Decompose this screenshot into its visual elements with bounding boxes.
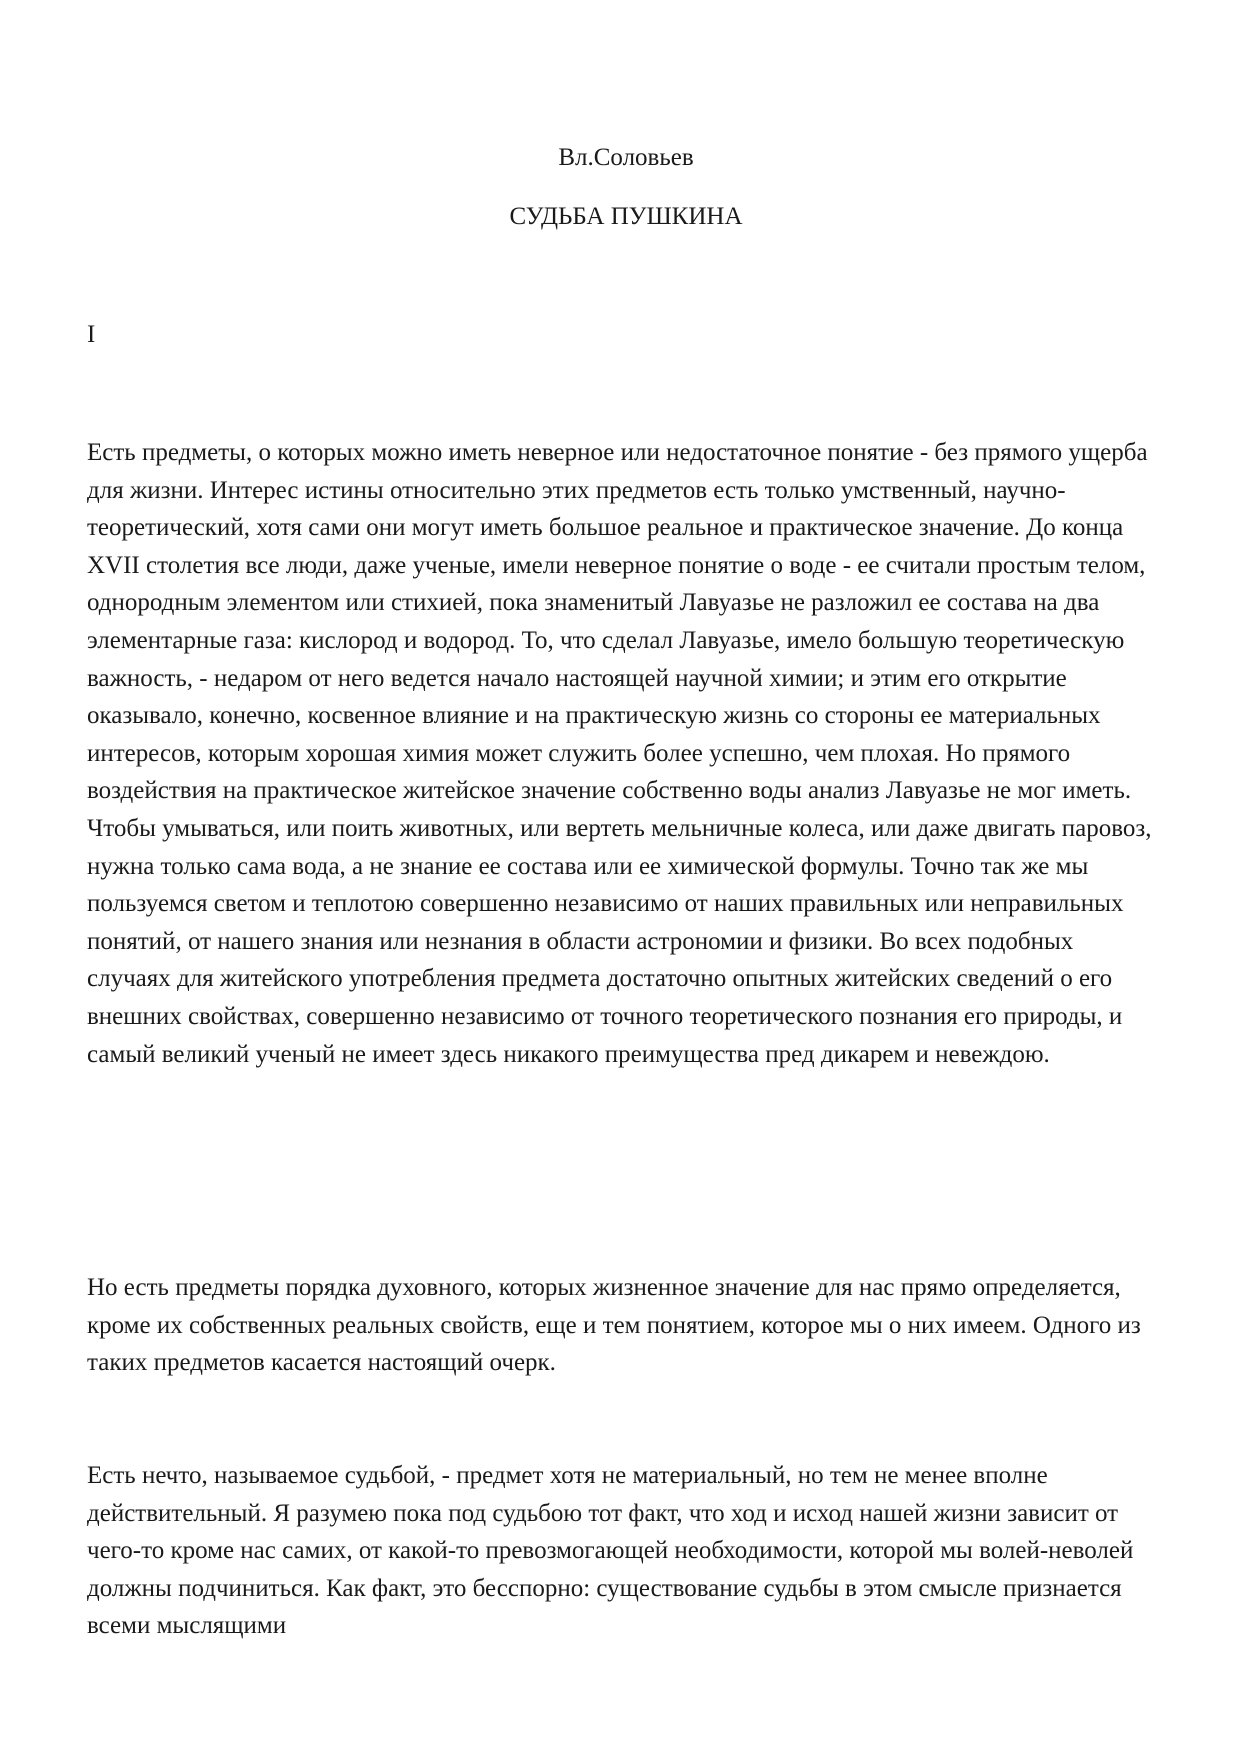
paragraph-1: Есть предметы, о которых можно иметь неверное или недостаточное понятие - без прямого ущерба для жизни. Интерес истины относительно этих предметов есть только умственный, научно-теоретический, хотя сами они могут иметь большое реальное и практическое значение. До конца XVII столетия все люди, даже ученые, имели неверное понятие о воде - ее считали простым телом, однородным элементом или стихией, пока знаменитый Лавуазье не разложил ее состава на два элементарные газа: кислород и водород. То, что сделал Лавуазье, имело большую теоретическую важность, - недаром от него ведется начало настоящей научной химии; и этим его открытие оказывало, конечно, косвенное влияние и на практическую жизнь со стороны ее материальных интересов, которым хорошая химия может служить более успешно, чем плохая. Но прямого воздействия на практическое житейское значение собственно воды анализ Лавуазье не мог иметь. Чтобы умываться, или поить животных, или вертеть мельничные колеса, или даже двигать паровоз, нужна только сама вода, а не знание ее состава или ее химической формулы. Точно так же мы пользуемся светом и теплотою совершенно независимо от наших правильных или неправильных понятий, от нашего знания или незнания в области астрономии и физики. Во всех подобных случаях для житейского употребления предмета достаточно опытных житейских сведений о его внешних свойствах, совершенно независимо от точного теоретического познания его природы, и самый великий ученый не имеет здесь никакого преимущества пред дикарем и невеждою. <box>87 439 1152 1068</box>
author-name: Вл.Соловьев <box>558 144 694 171</box>
paragraph-2: Но есть предметы порядка духовного, которых жизненное значение для нас прямо определяется, кроме их собственных реальных свойств, еще и тем понятием, которое мы о них имеем. Одного из таких предметов касается настоящий очерк. <box>87 1274 1141 1377</box>
document-title: СУДЬБА ПУШКИНА <box>509 203 743 230</box>
paragraph-3: Есть нечто, называемое судьбой, - предмет хотя не материальный, но тем не менее вполне действительный. Я разумею пока под судьбою тот факт, что ход и исход нашей жизни зависит от чего-то кроме нас самих, от какой-то превозмогающей необходимости, которой мы волей-неволей должны подчиниться. Как факт, это бесспорно: существование судьбы в этом смысле признается всеми мыслящими <box>87 1462 1134 1640</box>
chapter-number: I <box>87 321 96 348</box>
